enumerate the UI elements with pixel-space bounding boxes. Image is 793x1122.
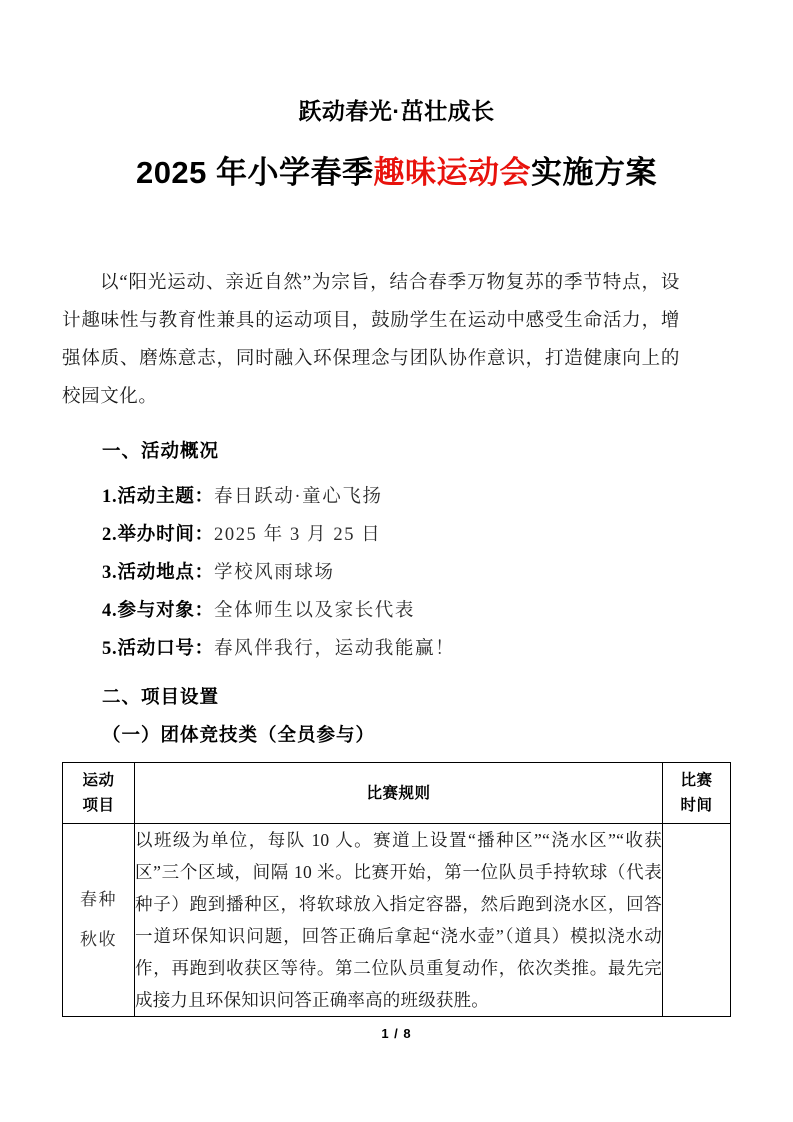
page-footer: 1 / 8 [381, 1026, 412, 1041]
table-body [63, 824, 731, 1017]
list-item-label: 活动口号： [117, 639, 214, 659]
title-suffix: 实施方案 [531, 155, 658, 190]
list-item-number: 1. [102, 487, 118, 507]
list-item-value: 春风伴我行，运动我能赢！ [214, 639, 456, 659]
list-item-value: 学校风雨球场 [214, 563, 335, 583]
list-item-number: 2. [102, 525, 118, 545]
document-subtitle: 跃动春光·茁壮成长 [298, 98, 495, 124]
section-heading-activity-overview: 一、活动概况 [102, 440, 220, 461]
subsection-heading-team-events: （一）团体竞技类（全员参与） [102, 724, 376, 745]
list-item [62, 592, 692, 630]
table-header [63, 763, 731, 824]
title-prefix: 2025 年小学春季 [135, 155, 374, 190]
list-item-value: 全体师生以及家长代表 [214, 601, 416, 621]
item-name-line-1: 春种 [80, 890, 117, 909]
header-line-2: 时间 [680, 797, 713, 814]
list-item [62, 554, 692, 592]
table-header-rules: 比赛规则 [135, 763, 663, 824]
list-item-label: 活动地点： [117, 563, 214, 583]
header-line-1: 比赛 [680, 772, 713, 789]
table-cell-rule: 以班级为单位，每队 10 人。赛道上设置“播种区”“浇水区”“收获区”三个区域，间隔 10 米。比赛开始，第一位队员手持软球（代表种子）跑到播种区，将软球放入指定容器，然后跑到浇水区，回答一道环保知识问题，回答正确后拿起“浇水壶”（道具）模拟浇水动作，再跑到收获区等待。第二位队员重复动作，依次类推。最先完成接力且环保知识问答正确率高的班级获胜。 [135, 824, 663, 1017]
document-main-title [0, 153, 793, 193]
document-title-block [0, 96, 793, 193]
list-item-label: 举办时间： [117, 525, 214, 545]
list-item [62, 516, 692, 554]
activity-overview-list [62, 478, 692, 668]
list-item-number: 3. [102, 563, 118, 583]
table-row [63, 824, 731, 1017]
list-item-label: 活动主题： [117, 487, 214, 507]
table-header-row [63, 763, 731, 824]
list-item [62, 478, 692, 516]
section-heading-event-setup: 二、项目设置 [102, 686, 220, 707]
item-name-line-2: 秋收 [80, 930, 117, 949]
list-item-value: 2025 年 3 月 25 日 [214, 525, 382, 545]
header-line-1: 运动 [82, 772, 115, 789]
intro-paragraph: 以“阳光运动、亲近自然”为宗旨，结合春季万物复苏的季节特点，设计趣味性与教育性兼具的运动项目，鼓励学生在运动中感受生命活力，增强体质、磨炼意志，同时融入环保理念与团队协作意识，打造健康向上的校园文化。 [62, 273, 680, 407]
list-item-value: 春日跃动·童心飞扬 [214, 487, 383, 507]
table-header-time [663, 763, 731, 824]
table-cell-time [663, 824, 731, 1017]
header-line-2: 项目 [82, 797, 115, 814]
list-item-label: 参与对象： [117, 601, 214, 621]
rules-table [62, 762, 731, 1017]
rules-table-container [62, 762, 730, 1017]
list-item-number: 4. [102, 601, 118, 621]
table-header-sport-item [63, 763, 135, 824]
table-cell-sport-item [63, 824, 135, 1017]
list-item [62, 630, 692, 668]
title-highlight: 趣味运动会 [373, 155, 532, 190]
list-item-number: 5. [102, 639, 118, 659]
